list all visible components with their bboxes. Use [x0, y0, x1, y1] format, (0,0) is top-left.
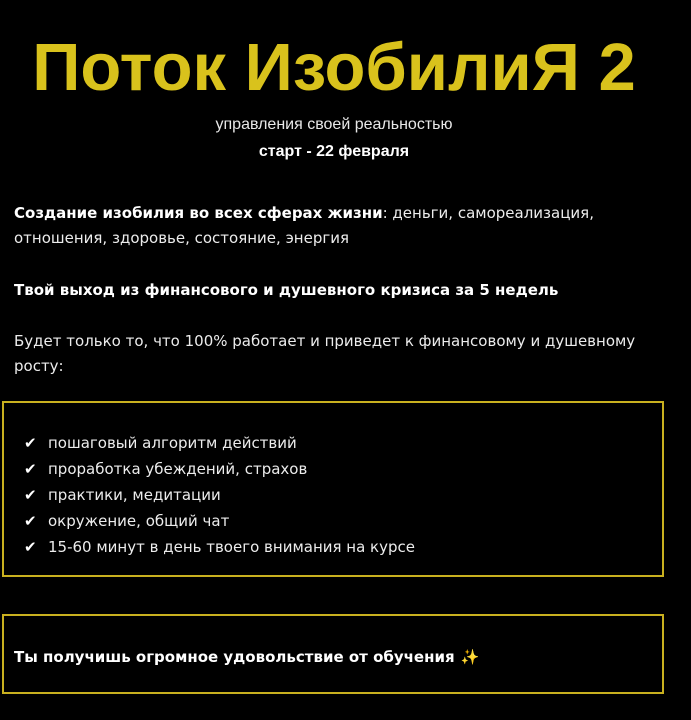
intro-paragraph-3: Будет только то, что 100% работает и приведет к финансовому и душевному росту: [14, 332, 636, 375]
list-item-label: пошаговый алгоритм действий [48, 434, 297, 452]
features-box [2, 401, 664, 577]
benefit-text-line [14, 645, 479, 669]
intro-paragraph-1 [14, 201, 654, 251]
list-item-label: окружение, общий чат [48, 512, 230, 530]
features-list [24, 430, 415, 560]
benefit-text: Ты получишь огромное удовольствие от обучения [14, 648, 455, 666]
check-icon: ✔ [24, 486, 37, 504]
benefit-box [2, 614, 664, 694]
check-icon: ✔ [24, 538, 37, 556]
check-icon: ✔ [24, 512, 37, 530]
page-subtitle: управления своей реальностью [215, 116, 453, 133]
list-item-label: практики, медитации [48, 486, 221, 504]
list-item [24, 508, 415, 534]
intro-paragraph-1-rest: : деньги, самореализация, отношения, здоровье, состояние, энергия [14, 204, 594, 247]
list-item [24, 534, 415, 560]
list-item-label: проработка убеждений, страхов [48, 460, 308, 478]
sparkles-icon: ✨ [460, 648, 480, 666]
list-item-label: 15-60 минут в день твоего внимания на курсе [48, 538, 415, 556]
list-item [24, 430, 415, 456]
check-icon: ✔ [24, 434, 37, 452]
list-item [24, 456, 415, 482]
intro-paragraph-2: Твой выход из финансового и душевного кризиса за 5 недель [14, 281, 559, 299]
list-item [24, 482, 415, 508]
start-date: старт - 22 февраля [258, 143, 410, 160]
check-icon: ✔ [24, 460, 37, 478]
intro-paragraph-1-bold: Создание изобилия во всех сферах жизни [14, 204, 383, 222]
page-title: Поток ИзобилиЯ 2 [32, 30, 636, 105]
